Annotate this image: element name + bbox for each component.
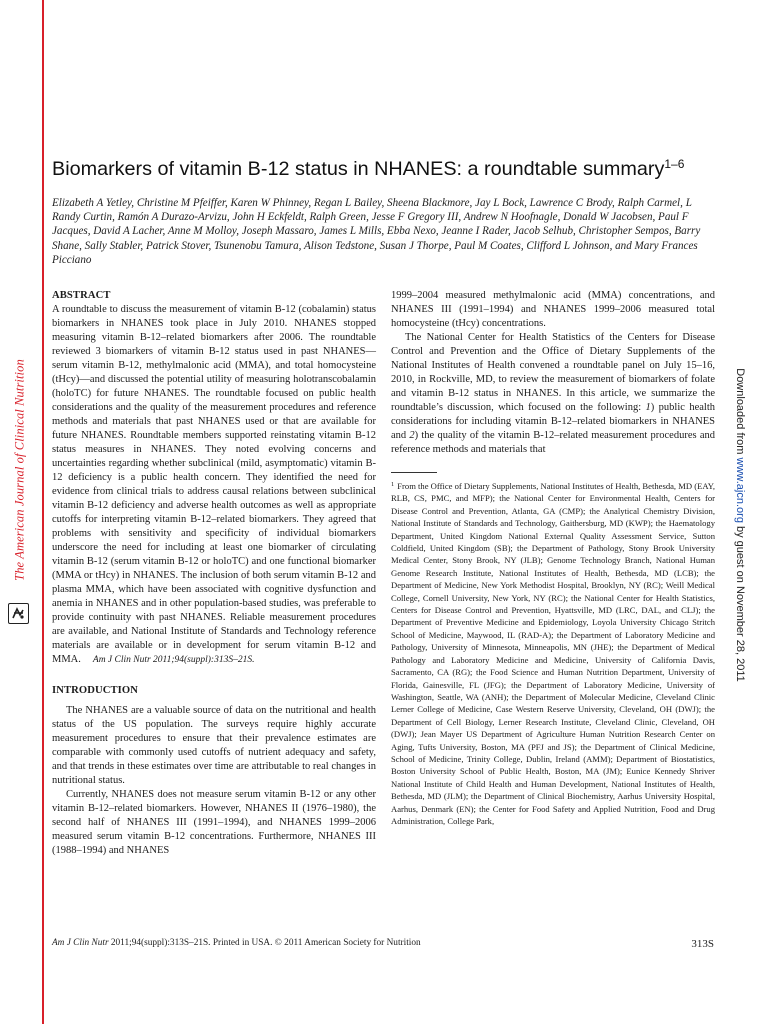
download-notice: Downloaded from www.ajcn.org by guest on November 28, 2011 <box>734 368 746 682</box>
ajcn-link[interactable]: www.ajcn.org <box>734 457 746 523</box>
page-number: 313S <box>691 938 714 950</box>
intro-paragraph-2: Currently, NHANES does not measure serum vitamin B-12 or any other vitamin B-12–related biomarkers. However, NHANES II (1976–1980), the second half of NHANES III (1991–1994), and NHANES 1999–2006 measured serum vitamin B-12 concentrations. Furthermore, NHANES III (1988–1994) and NHANES <box>52 789 376 856</box>
footer-journal: Am J Clin Nutr <box>52 938 109 948</box>
abstract-heading: ABSTRACT <box>52 290 111 301</box>
right-column <box>391 289 715 827</box>
abstract-citation: Am J Clin Nutr 2011;94(suppl):313S–21S. <box>92 655 255 665</box>
intro-paragraph-1: The NHANES are a valuable source of data on the nutritional and health status of the US population. The surveys require highly accurate measurement procedures to ensure that their prevalence estimates are comparable with commonly used cutoffs of nutrient adequacy and safety, and that trends in these estimates over time are attributable to real changes in nutritional status. <box>52 705 376 786</box>
asn-logo-icon <box>8 603 29 624</box>
footnote-rule <box>391 472 437 473</box>
abstract-body: A roundtable to discuss the measurement of vitamin B-12 (cobalamin) status biomarkers in NHANES took place in July 2010. NHANES stopped measuring vitamin B-12–related biomarkers after 2006. The roundtable reviewed 3 biomarkers of vitamin B-12 status used in past NHANES—serum vitamin B-12, methylmalonic acid (MMA), and total homocysteine (tHcy)—and discussed the potential utility of measuring holotranscobalamin (holoTC) for future NHANES. The roundtable focused on public health considerations and the quality of the measurement procedures and reference methods and materials that past NHANES used or that are available for future NHANES. Roundtable members supported reinstating vitamin B-12 status measures in NHANES. They noted evolving concerns and uncertainties regarding whether subclinical (mild, asymptomatic) vitamin B-12 deficiency is a public health concern. They identified the need for evidence from clinical trials to address causal relations between subclinical vitamin B-12 deficiency and adverse health outcomes as well as appropriate cutoffs for interpreting vitamin B-12–related biomarkers. They agreed that problems with sensitivity and specificity of individual biomarkers underscore the need for including at least one biomarker of circulating vitamin B-12 (serum vitamin B-12 or holoTC) and one functional biomarker (MMA or tHcy) in NHANES. The inclusion of both serum vitamin B-12 and plasma MMA, which have been associated with cognitive dysfunction and anemia in NHANES and in other population-based studies, was preferable to provide continuity with past NHANES. Reliable measurement procedures are available, and National Institute of Standards and Technology reference materials are available or in development for serum vitamin B-12 and MMA. Am J Clin Nutr 2011;94(suppl):313S–21S. <box>52 304 376 665</box>
title-footnote-refs[interactable]: 1–6 <box>664 157 685 171</box>
left-column <box>52 289 376 858</box>
journal-name-vertical: The American Journal of Clinical Nutrition <box>12 359 27 581</box>
margin-red-line <box>42 0 44 1024</box>
introduction-heading: INTRODUCTION <box>52 685 138 696</box>
right-paragraph-2: The National Center for Health Statistics of the Centers for Disease Control and Prevention and the Office of Dietary Supplements of the National Institutes of Health convened a roundtable panel on July 15–16, 2010, in Rockville, MD, to review the measurement of biomarkers of folate and vitamin B-12 status in NHANES. In this article, we summarize the roundtable’s discussion, which focused on the following: 1) public health considerations for including vitamin B-12–related biomarkers in NHANES and 2) the quality of the vitamin B-12–related measurement procedures and reference methods and materials that <box>391 332 715 455</box>
article-title: Biomarkers of vitamin B-12 status in NHANES: a roundtable summary$^{1-6}$ <box>52 157 685 180</box>
affiliations-footnote: $^1$ From the Office of Dietary Supplements, National Institutes of Health, Bethesda, MD (EAY, RLB, CS, PMC, and MFP); the National Center for Environmental Health, Centers for Disease Control and Prevention, Atlanta, GA (CMP); the Analytical Chemistry Division, National Institute of Standards and Technology, Gaithersburg, MD (KWP); the Haematology Department, United Kingdom National External Quality Assessment Service, Sutton Coldfield, United Kingdom (SB); the Department of Pathology, Stony Brook University Medical Center, Stony Brook, NY (JLB); Genome Technology Branch, National Human Genome Research Institute, National Institutes of Health, Bethesda, MD (LCB); the Department of Medicine, New York Methodist Hospital, Brooklyn, NY (RC); Weill Medical College, Cornell University, New York, NY (RC); the National Center for Health Statistics, Centers for Disease Control and Prevention, Hyattsville, MD (LRC, DAL, and CLJ); the Department of Preventive Medicine and Epidemiology, Loyola University Chicago Stritch School of Medicine, Maywood, IL (RAD-A); the Department of Laboratory Medicine and Pathology, University of Minnesota, Minneapolis, MN (JHE); the Department of Medical Pathology and Laboratory Medicine and Medicine, University of California Davis, Sacramento, CA (RG); the Food Science and Human Nutrition Department, University of Florida, Gainesville, FL (JFG); the Department of Laboratory Medicine, University of Washington, Seattle, WA (ANH); the Department of Molecular Medicine, Cleveland Clinic Lerner College of Medicine, Case Western Reserve University, Cleveland, OH (DWJ); the Department of Cell Biology, Lerner Research Institute, Cleveland Clinic, Cleveland, OH (DWJ); Jean Mayer US Department of Agriculture Human Nutrition Research Center on Aging, Tufts University, Boston, MA (PFJ and JS); the Department of Clinical Medicine, School of Medicine, Trinity College, Dublin, Ireland (AMM); Department of Biostatistics, Boston University School of Public Health, Boston, MA (JM); Eunice Kennedy Shriver National Institute of Child Health and Human Development, National Institutes of Health, Bethesda, MD (JLM); the Department of Clinical Biochemistry, Aarhus University Hospital, Aarhus, Denmark (EN); the Center for Food Safety and Applied Nutrition, Food and Drug Administration, College Park, <box>391 481 716 826</box>
page-footer <box>52 938 714 948</box>
right-paragraph-1: 1999–2004 measured methylmalonic acid (MMA) concentrations, and NHANES III (1991–1994) and NHANES 1999–2006 measured total homocysteine (tHcy) concentrations. <box>391 290 715 329</box>
footer-citation: 2011;94(suppl):313S–21S. Printed in USA. © 2011 American Society for Nutrition <box>108 938 421 948</box>
author-list: Elizabeth A Yetley, Christine M Pfeiffer, Karen W Phinney, Regan L Bailey, Sheena Blackmore, Jay L Bock, Lawrence C Brody, Ralph Carmel, L Randy Curtin, Ramón A Durazo-Arvizu, John H Eckfeldt, Ralph Green, Jesse F Gregory III, Andrew N Hoofnagle, Donald W Jacobsen, Paul F Jacques, David A Lacher, Anne M Molloy, Joseph Massaro, James L Mills, Ebba Nexo, Jeanne I Rader, Jacob Selhub, Christopher Sempos, Barry Shane, Sally Stabler, Patrick Stover, Tsunenobu Tamura, Alison Tedstone, Susan J Thorpe, Paul M Coates, Clifford L Johnson, and Mary Frances Picciano <box>52 197 701 266</box>
